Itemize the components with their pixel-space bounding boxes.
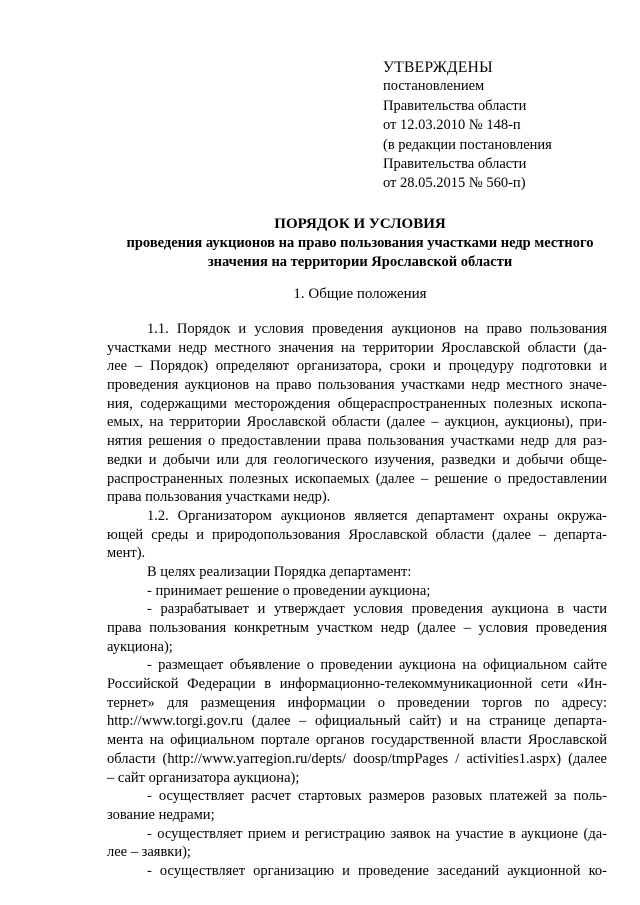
body-line: лее – заявки); — [107, 844, 191, 861]
body-line: 1.1. Порядок и условия проведения аукционов на право пользования — [147, 321, 607, 337]
section-heading: 1. Общие положения — [293, 286, 427, 302]
body-line: права пользования участками недр). — [107, 489, 331, 506]
approval-line: Правительства области — [383, 156, 527, 173]
body-line: области (http://www.yarregion.ru/depts/ doosp/tmpPages / activities1.aspx) (далее — [107, 750, 607, 767]
body-line: - размещает объявление о проведении аукциона на официальном сайте — [147, 657, 607, 674]
body-line: ния, содержащими месторождения общераспространенных полезных ископа- — [107, 395, 607, 412]
body-line: 1.2. Организатором аукционов является департамент охраны окружа- — [147, 507, 607, 524]
body-line: – сайт организатора аукциона); — [107, 769, 300, 786]
approval-stamp — [383, 58, 623, 194]
approval-line: от 12.03.2010 № 148-п — [383, 117, 521, 134]
body-line: аукциона); — [107, 638, 173, 655]
body-line: мент). — [107, 545, 146, 562]
body-line: нятия решения о предоставлении права пользования участками недр для раз- — [107, 433, 607, 450]
approval-line: (в редакции постановления — [383, 136, 552, 153]
body-line: емых, на территории Ярославской области (далее – аукцион, аукционы), при- — [107, 414, 607, 431]
body-line: В целях реализации Порядка департамент: — [147, 563, 412, 580]
approval-heading: УТВЕРЖДЕНЫ — [383, 59, 493, 76]
body-line: ющей среды и природопользования Ярославской области (далее – департа- — [107, 526, 607, 543]
body-line: права пользования конкретным участком недр (далее – условия проведения — [107, 620, 607, 636]
body-line: ведки и добычи или для геологического изучения, разведки и добычи обще- — [107, 451, 607, 468]
document-body — [107, 320, 607, 881]
body-line: - осуществляет расчет стартовых размеров разовых платежей за поль- — [147, 788, 607, 805]
subtitle-line: проведения аукционов на право пользования участками недр местного — [126, 235, 594, 251]
body-line: http://www.torgi.gov.ru (далее – официальный сайт) и на странице департа- — [107, 713, 607, 730]
body-line: мента на официальном портале органов государственной власти Ярославской — [107, 732, 607, 749]
body-line: тернет» для размещения информации о проведении торгов по адресу: — [107, 694, 607, 711]
body-line: - принимает решение о проведении аукциона; — [147, 582, 431, 599]
approval-line: Правительства области — [383, 97, 527, 114]
document-subtitle — [100, 234, 620, 272]
body-line: распространенных полезных ископаемых (далее – решение о предоставлении — [107, 470, 607, 487]
document-title: ПОРЯДОК И УСЛОВИЯ — [274, 216, 446, 232]
approval-line: от 28.05.2015 № 560-п) — [383, 175, 526, 192]
approval-line: постановлением — [383, 78, 485, 95]
body-line: зование недрами; — [107, 806, 215, 823]
body-line: лее – Порядок) определяют организатора, сроки и процедуру подготовки и — [107, 358, 607, 375]
body-line: - осуществляет организацию и проведение заседаний аукционной ко- — [147, 862, 607, 879]
subtitle-line: значения на территории Ярославской области — [207, 254, 513, 270]
body-line: - осуществляет прием и регистрацию заявок на участие в аукционе (да- — [147, 825, 607, 842]
body-line: - разрабатывает и утверждает условия проведения аукциона в части — [147, 601, 607, 618]
body-line: Российской Федерации в информационно-телекоммуникационной сети «Ин- — [107, 676, 607, 693]
body-line: проведения аукционов на право пользования участками недр местного значе- — [107, 377, 607, 394]
body-line: участками недр местного значения на территории Ярославской области (да- — [107, 339, 607, 356]
